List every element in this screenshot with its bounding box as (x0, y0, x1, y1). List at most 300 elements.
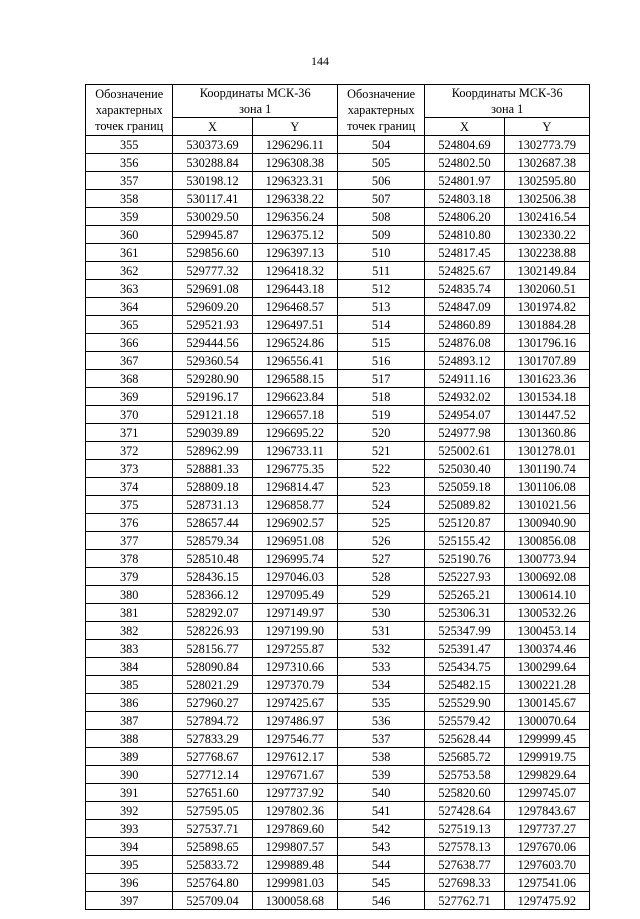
cell-y-left: 1296375.12 (252, 226, 337, 244)
cell-y-left: 1296657.18 (252, 406, 337, 424)
cell-x-right: 525306.31 (425, 604, 504, 622)
table-row (86, 424, 590, 442)
table-row (86, 874, 590, 892)
cell-y-left: 1296556.41 (252, 352, 337, 370)
table-row (86, 388, 590, 406)
cell-y-left: 1296995.74 (252, 550, 337, 568)
table-row (86, 712, 590, 730)
cell-x-left: 528579.34 (173, 532, 252, 550)
table-row (86, 370, 590, 388)
cell-y-right: 1302149.84 (504, 262, 589, 280)
header-coordinates-right: Координаты МСК-36 зона 1 (425, 85, 590, 118)
cell-point-right: 541 (337, 802, 424, 820)
table-row (86, 442, 590, 460)
header-coordinates-left: Координаты МСК-36 зона 1 (173, 85, 338, 118)
cell-point-left: 373 (86, 460, 173, 478)
cell-point-left: 375 (86, 496, 173, 514)
cell-point-left: 387 (86, 712, 173, 730)
cell-point-left: 393 (86, 820, 173, 838)
cell-x-left: 528510.48 (173, 550, 252, 568)
cell-x-right: 525190.76 (425, 550, 504, 568)
cell-x-right: 524977.98 (425, 424, 504, 442)
cell-y-right: 1301190.74 (504, 460, 589, 478)
cell-y-left: 1296443.18 (252, 280, 337, 298)
cell-point-right: 546 (337, 892, 424, 910)
cell-point-left: 368 (86, 370, 173, 388)
cell-x-right: 524817.45 (425, 244, 504, 262)
cell-y-right: 1302506.38 (504, 190, 589, 208)
cell-point-right: 518 (337, 388, 424, 406)
cell-point-left: 370 (86, 406, 173, 424)
cell-x-right: 524810.80 (425, 226, 504, 244)
cell-y-right: 1300773.94 (504, 550, 589, 568)
cell-point-right: 527 (337, 550, 424, 568)
cell-x-right: 524876.08 (425, 334, 504, 352)
cell-y-left: 1299807.57 (252, 838, 337, 856)
coordinates-table (85, 84, 590, 910)
cell-point-left: 397 (86, 892, 173, 910)
cell-y-right: 1301534.18 (504, 388, 589, 406)
cell-point-right: 521 (337, 442, 424, 460)
table-row (86, 568, 590, 586)
cell-y-left: 1296468.57 (252, 298, 337, 316)
cell-y-right: 1301884.28 (504, 316, 589, 334)
table-row (86, 316, 590, 334)
cell-y-left: 1299981.03 (252, 874, 337, 892)
cell-point-left: 355 (86, 136, 173, 154)
cell-x-right: 527638.77 (425, 856, 504, 874)
table-body (86, 136, 590, 910)
cell-y-left: 1296397.13 (252, 244, 337, 262)
cell-y-right: 1302687.38 (504, 154, 589, 172)
cell-point-left: 358 (86, 190, 173, 208)
table-row (86, 856, 590, 874)
table-row (86, 694, 590, 712)
cell-x-right: 525265.21 (425, 586, 504, 604)
cell-y-left: 1297095.49 (252, 586, 337, 604)
cell-x-left: 528809.18 (173, 478, 252, 496)
cell-point-left: 386 (86, 694, 173, 712)
cell-point-left: 369 (86, 388, 173, 406)
cell-y-right: 1302238.88 (504, 244, 589, 262)
cell-point-left: 374 (86, 478, 173, 496)
cell-x-right: 524911.16 (425, 370, 504, 388)
cell-x-right: 525753.58 (425, 766, 504, 784)
cell-x-right: 524932.02 (425, 388, 504, 406)
cell-point-left: 396 (86, 874, 173, 892)
cell-y-right: 1300374.46 (504, 640, 589, 658)
cell-point-right: 506 (337, 172, 424, 190)
cell-y-left: 1296338.22 (252, 190, 337, 208)
cell-x-left: 528226.93 (173, 622, 252, 640)
cell-x-right: 524803.18 (425, 190, 504, 208)
table-row (86, 676, 590, 694)
cell-point-right: 513 (337, 298, 424, 316)
cell-x-left: 527651.60 (173, 784, 252, 802)
cell-y-right: 1301796.16 (504, 334, 589, 352)
cell-x-left: 528962.99 (173, 442, 252, 460)
cell-x-right: 524954.07 (425, 406, 504, 424)
header-x-right: X (425, 118, 504, 136)
table-row (86, 334, 590, 352)
table-row (86, 622, 590, 640)
cell-point-right: 525 (337, 514, 424, 532)
cell-y-right: 1297737.27 (504, 820, 589, 838)
cell-y-left: 1296418.32 (252, 262, 337, 280)
table-row (86, 406, 590, 424)
table-row (86, 892, 590, 910)
cell-x-left: 530029.50 (173, 208, 252, 226)
cell-point-right: 511 (337, 262, 424, 280)
cell-point-right: 505 (337, 154, 424, 172)
cell-x-right: 525482.15 (425, 676, 504, 694)
cell-y-left: 1297199.90 (252, 622, 337, 640)
table-row (86, 208, 590, 226)
cell-point-right: 526 (337, 532, 424, 550)
table-row (86, 820, 590, 838)
cell-point-left: 364 (86, 298, 173, 316)
table-row (86, 136, 590, 154)
cell-x-right: 527698.33 (425, 874, 504, 892)
cell-y-right: 1301278.01 (504, 442, 589, 460)
table-row (86, 244, 590, 262)
cell-point-left: 361 (86, 244, 173, 262)
cell-point-right: 540 (337, 784, 424, 802)
table-row (86, 766, 590, 784)
cell-y-left: 1297255.87 (252, 640, 337, 658)
cell-y-right: 1299745.07 (504, 784, 589, 802)
cell-point-right: 522 (337, 460, 424, 478)
cell-x-left: 529521.93 (173, 316, 252, 334)
cell-y-left: 1299889.48 (252, 856, 337, 874)
cell-point-left: 365 (86, 316, 173, 334)
cell-x-left: 527833.29 (173, 730, 252, 748)
cell-point-right: 509 (337, 226, 424, 244)
cell-point-left: 366 (86, 334, 173, 352)
table-row (86, 262, 590, 280)
cell-y-right: 1302773.79 (504, 136, 589, 154)
cell-x-left: 528090.84 (173, 658, 252, 676)
cell-y-right: 1300692.08 (504, 568, 589, 586)
header-point-designation-right: Обозначение характерных точек границ (337, 85, 424, 136)
cell-x-left: 527894.72 (173, 712, 252, 730)
cell-y-right: 1300221.28 (504, 676, 589, 694)
cell-x-right: 525529.90 (425, 694, 504, 712)
cell-point-right: 512 (337, 280, 424, 298)
cell-point-left: 394 (86, 838, 173, 856)
cell-y-left: 1297546.77 (252, 730, 337, 748)
cell-y-right: 1300614.10 (504, 586, 589, 604)
cell-x-left: 528021.29 (173, 676, 252, 694)
table-row (86, 514, 590, 532)
cell-x-left: 525833.72 (173, 856, 252, 874)
cell-x-right: 525434.75 (425, 658, 504, 676)
cell-y-left: 1297612.17 (252, 748, 337, 766)
cell-x-right: 525155.42 (425, 532, 504, 550)
cell-point-right: 507 (337, 190, 424, 208)
cell-point-left: 381 (86, 604, 173, 622)
cell-point-left: 390 (86, 766, 173, 784)
cell-x-left: 529360.54 (173, 352, 252, 370)
header-point-designation-left: Обозначение характерных точек границ (86, 85, 173, 136)
cell-x-left: 529444.56 (173, 334, 252, 352)
cell-y-right: 1300145.67 (504, 694, 589, 712)
cell-x-right: 525227.93 (425, 568, 504, 586)
cell-y-right: 1302416.54 (504, 208, 589, 226)
cell-point-right: 508 (337, 208, 424, 226)
cell-y-left: 1296308.38 (252, 154, 337, 172)
cell-point-right: 516 (337, 352, 424, 370)
cell-point-left: 392 (86, 802, 173, 820)
cell-point-right: 536 (337, 712, 424, 730)
cell-y-left: 1296356.24 (252, 208, 337, 226)
cell-point-right: 530 (337, 604, 424, 622)
table-row (86, 730, 590, 748)
cell-point-right: 524 (337, 496, 424, 514)
cell-y-left: 1296695.22 (252, 424, 337, 442)
cell-y-left: 1296858.77 (252, 496, 337, 514)
cell-x-left: 529121.18 (173, 406, 252, 424)
cell-point-left: 380 (86, 586, 173, 604)
cell-y-left: 1297370.79 (252, 676, 337, 694)
cell-point-right: 542 (337, 820, 424, 838)
cell-x-left: 530373.69 (173, 136, 252, 154)
cell-point-left: 357 (86, 172, 173, 190)
cell-point-right: 517 (337, 370, 424, 388)
cell-point-right: 534 (337, 676, 424, 694)
cell-y-left: 1296296.11 (252, 136, 337, 154)
cell-x-left: 525898.65 (173, 838, 252, 856)
cell-y-right: 1299999.45 (504, 730, 589, 748)
table-row (86, 604, 590, 622)
cell-y-left: 1296902.57 (252, 514, 337, 532)
table-row (86, 190, 590, 208)
cell-point-right: 543 (337, 838, 424, 856)
cell-x-right: 527519.13 (425, 820, 504, 838)
header-y-right: Y (504, 118, 589, 136)
cell-y-left: 1297425.67 (252, 694, 337, 712)
cell-y-right: 1301021.56 (504, 496, 589, 514)
cell-point-left: 391 (86, 784, 173, 802)
cell-x-right: 524801.97 (425, 172, 504, 190)
cell-x-right: 524847.09 (425, 298, 504, 316)
cell-y-right: 1302060.51 (504, 280, 589, 298)
cell-x-right: 525685.72 (425, 748, 504, 766)
cell-x-right: 525030.40 (425, 460, 504, 478)
cell-x-right: 527428.64 (425, 802, 504, 820)
table-row (86, 784, 590, 802)
cell-point-left: 367 (86, 352, 173, 370)
cell-x-left: 525709.04 (173, 892, 252, 910)
cell-x-left: 529945.87 (173, 226, 252, 244)
cell-point-left: 360 (86, 226, 173, 244)
cell-point-right: 539 (337, 766, 424, 784)
cell-y-left: 1297046.03 (252, 568, 337, 586)
header-x-left: X (173, 118, 252, 136)
cell-x-left: 529196.17 (173, 388, 252, 406)
cell-x-right: 524804.69 (425, 136, 504, 154)
cell-point-right: 523 (337, 478, 424, 496)
table-row (86, 748, 590, 766)
cell-x-right: 525628.44 (425, 730, 504, 748)
cell-x-right: 524802.50 (425, 154, 504, 172)
cell-point-right: 510 (337, 244, 424, 262)
cell-y-left: 1297869.60 (252, 820, 337, 838)
cell-point-left: 395 (86, 856, 173, 874)
cell-y-right: 1301974.82 (504, 298, 589, 316)
cell-y-left: 1296524.86 (252, 334, 337, 352)
cell-point-left: 377 (86, 532, 173, 550)
table-row (86, 496, 590, 514)
cell-y-left: 1296775.35 (252, 460, 337, 478)
cell-x-right: 525059.18 (425, 478, 504, 496)
cell-point-left: 383 (86, 640, 173, 658)
cell-y-right: 1301360.86 (504, 424, 589, 442)
cell-y-right: 1301106.08 (504, 478, 589, 496)
cell-y-left: 1297149.97 (252, 604, 337, 622)
cell-y-right: 1297670.06 (504, 838, 589, 856)
cell-y-left: 1296623.84 (252, 388, 337, 406)
cell-x-right: 525089.82 (425, 496, 504, 514)
cell-y-left: 1297671.67 (252, 766, 337, 784)
cell-point-right: 533 (337, 658, 424, 676)
cell-x-left: 527595.05 (173, 802, 252, 820)
cell-x-left: 529691.08 (173, 280, 252, 298)
cell-y-right: 1302330.22 (504, 226, 589, 244)
table-row (86, 838, 590, 856)
cell-point-right: 544 (337, 856, 424, 874)
cell-x-right: 527762.71 (425, 892, 504, 910)
cell-y-right: 1301447.52 (504, 406, 589, 424)
cell-y-right: 1297603.70 (504, 856, 589, 874)
cell-y-right: 1300940.90 (504, 514, 589, 532)
table-row (86, 226, 590, 244)
cell-point-right: 537 (337, 730, 424, 748)
cell-point-right: 545 (337, 874, 424, 892)
cell-x-right: 525391.47 (425, 640, 504, 658)
cell-y-right: 1297843.67 (504, 802, 589, 820)
cell-y-left: 1296323.31 (252, 172, 337, 190)
table-row (86, 460, 590, 478)
cell-point-left: 356 (86, 154, 173, 172)
cell-x-left: 529039.89 (173, 424, 252, 442)
cell-y-left: 1296814.47 (252, 478, 337, 496)
table-row (86, 532, 590, 550)
cell-y-right: 1300856.08 (504, 532, 589, 550)
cell-x-right: 524806.20 (425, 208, 504, 226)
cell-y-right: 1300453.14 (504, 622, 589, 640)
cell-x-right: 525120.87 (425, 514, 504, 532)
cell-point-left: 379 (86, 568, 173, 586)
cell-x-right: 525347.99 (425, 622, 504, 640)
cell-point-left: 371 (86, 424, 173, 442)
table-row (86, 298, 590, 316)
cell-point-right: 514 (337, 316, 424, 334)
table-row (86, 154, 590, 172)
table-row (86, 802, 590, 820)
table-row (86, 172, 590, 190)
cell-x-right: 524835.74 (425, 280, 504, 298)
cell-x-left: 529280.90 (173, 370, 252, 388)
cell-y-right: 1299829.64 (504, 766, 589, 784)
cell-y-right: 1301707.89 (504, 352, 589, 370)
cell-point-left: 388 (86, 730, 173, 748)
cell-y-right: 1300070.64 (504, 712, 589, 730)
cell-y-right: 1300299.64 (504, 658, 589, 676)
cell-point-left: 382 (86, 622, 173, 640)
table-row (86, 280, 590, 298)
cell-y-left: 1296588.15 (252, 370, 337, 388)
cell-x-left: 530117.41 (173, 190, 252, 208)
table-row (86, 352, 590, 370)
cell-y-left: 1297802.36 (252, 802, 337, 820)
cell-point-left: 363 (86, 280, 173, 298)
cell-point-right: 504 (337, 136, 424, 154)
cell-point-right: 529 (337, 586, 424, 604)
cell-x-left: 525764.80 (173, 874, 252, 892)
cell-x-left: 527960.27 (173, 694, 252, 712)
cell-x-left: 528366.12 (173, 586, 252, 604)
cell-x-left: 527768.67 (173, 748, 252, 766)
cell-y-right: 1299919.75 (504, 748, 589, 766)
cell-point-left: 385 (86, 676, 173, 694)
cell-x-left: 529777.32 (173, 262, 252, 280)
cell-x-right: 524860.89 (425, 316, 504, 334)
cell-y-left: 1300058.68 (252, 892, 337, 910)
cell-y-left: 1297310.66 (252, 658, 337, 676)
cell-x-right: 524825.67 (425, 262, 504, 280)
cell-x-left: 530198.12 (173, 172, 252, 190)
cell-point-right: 519 (337, 406, 424, 424)
cell-x-left: 527712.14 (173, 766, 252, 784)
cell-point-right: 531 (337, 622, 424, 640)
cell-x-left: 528156.77 (173, 640, 252, 658)
cell-x-right: 525579.42 (425, 712, 504, 730)
cell-point-right: 515 (337, 334, 424, 352)
table-row (86, 640, 590, 658)
cell-x-right: 525002.61 (425, 442, 504, 460)
page-number: 144 (311, 54, 329, 68)
cell-point-right: 538 (337, 748, 424, 766)
cell-point-left: 376 (86, 514, 173, 532)
cell-y-left: 1296951.08 (252, 532, 337, 550)
cell-point-right: 528 (337, 568, 424, 586)
cell-x-left: 530288.84 (173, 154, 252, 172)
cell-x-left: 528657.44 (173, 514, 252, 532)
cell-point-right: 520 (337, 424, 424, 442)
cell-x-left: 528731.13 (173, 496, 252, 514)
cell-x-right: 525820.60 (425, 784, 504, 802)
cell-point-right: 532 (337, 640, 424, 658)
cell-point-left: 378 (86, 550, 173, 568)
header-y-left: Y (252, 118, 337, 136)
cell-x-left: 529856.60 (173, 244, 252, 262)
cell-y-right: 1300532.26 (504, 604, 589, 622)
table-row (86, 658, 590, 676)
cell-point-left: 384 (86, 658, 173, 676)
cell-y-right: 1297541.06 (504, 874, 589, 892)
table-row (86, 586, 590, 604)
cell-y-right: 1297475.92 (504, 892, 589, 910)
cell-x-left: 528881.33 (173, 460, 252, 478)
cell-y-left: 1296497.51 (252, 316, 337, 334)
cell-y-right: 1301623.36 (504, 370, 589, 388)
cell-y-right: 1302595.80 (504, 172, 589, 190)
cell-y-left: 1297737.92 (252, 784, 337, 802)
cell-x-left: 529609.20 (173, 298, 252, 316)
cell-x-left: 527537.71 (173, 820, 252, 838)
cell-y-left: 1296733.11 (252, 442, 337, 460)
